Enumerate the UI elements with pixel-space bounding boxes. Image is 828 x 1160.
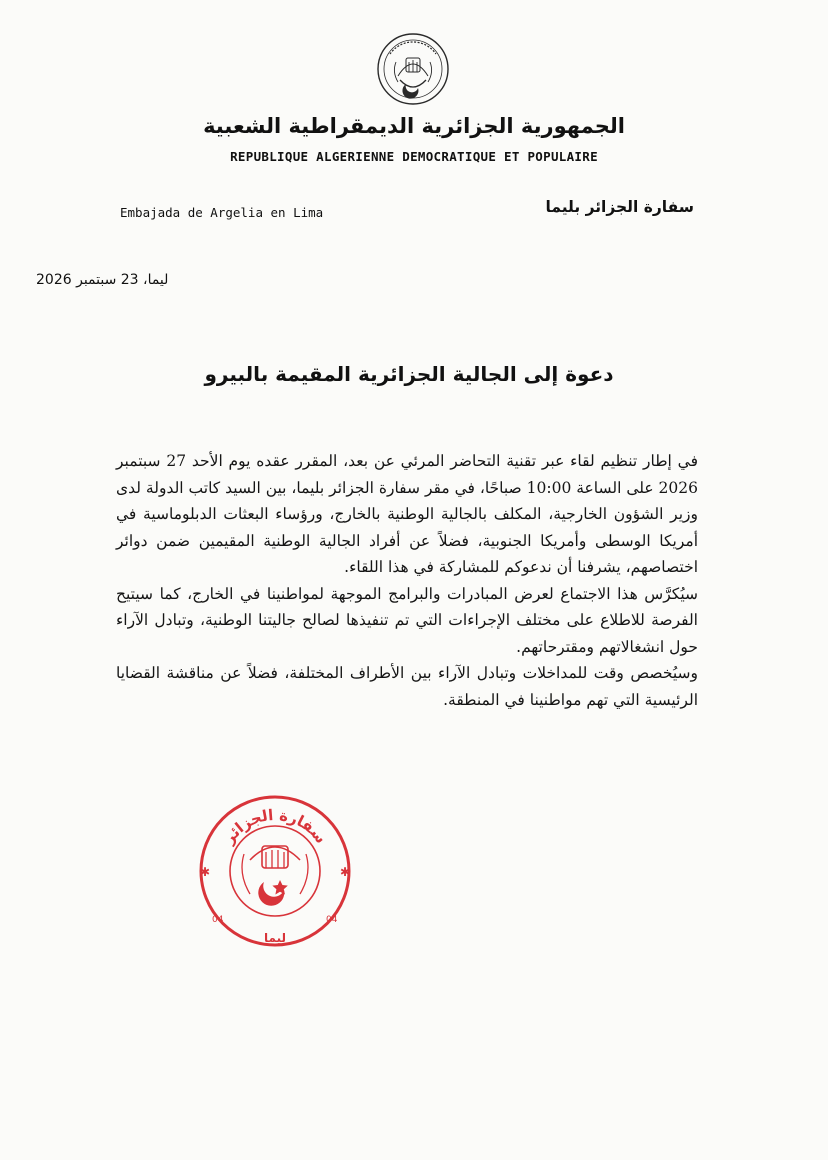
body-paragraph: في إطار تنظيم لقاء عبر تقنية التحاضر المرئي عن بعد، المقرر عقده يوم الأحد 27 سبتمبر 2026 على الساعة 10:00 صباحًا، في مقر سفارة الجزائر بليما، بين السيد كاتب الدولة لدى وزير الشؤون الخارجية، المكلف بالجالية الوطنية بالخارج، ورؤساء البعثات الدبلوماسية في أمريكا الوسطى وأمريكا الجنوبية، فضلاً عن أفراد الجالية الوطنية المقيمين ضمن دوائر اختصاصهم، يشرفنا أن ندعوكم للمشاركة في هذا اللقاء. — [116, 452, 698, 576]
body-paragraph: سيُكرَّس هذا الاجتماع لعرض المبادرات والبرامج الموجهة لمواطنينا في الخارج، كما سيتيح الفرصة للاطلاع على مختلف الإجراءات التي تم تنفيذها لصالح جاليتنا الوطنية، وتبادل الآراء حول انشغالاتهم ومقترحاتهم. — [116, 584, 698, 656]
national-emblem-icon — [376, 32, 450, 106]
republic-name-french: REPUBLIQUE ALGERIENNE DEMOCRATIQUE ET POPULAIRE — [230, 149, 598, 164]
embassy-name-spanish: Embajada de Argelia en Lima — [120, 205, 324, 220]
embassy-stamp — [194, 790, 356, 952]
stamp-text-top: سفارة الجزائر — [219, 805, 331, 848]
stamp-number-left: 04 — [212, 915, 224, 925]
date-line: ليما، 23 سبتمبر 2026 — [36, 272, 169, 288]
stamp-emblem-icon — [242, 846, 308, 906]
embassy-name-arabic: سفارة الجزائر بليما — [545, 198, 694, 216]
republic-name-arabic: الجمهورية الجزائرية الديمقراطية الشعبية — [203, 114, 625, 138]
svg-text:✱: ✱ — [200, 865, 211, 879]
letter-subject: دعوة إلى الجالية الجزائرية المقيمة بالبيرو — [204, 362, 614, 386]
stamp-text-bottom: ليما — [264, 931, 286, 945]
svg-text:سفارة الجزائر — [219, 806, 330, 848]
stamp-number-right: 04 — [326, 915, 338, 925]
letter-body — [116, 448, 698, 713]
body-paragraph: وسيُخصص وقت للمداخلات وتبادل الآراء بين الأطراف المختلفة، فضلاً عن مناقشة القضايا الرئيسية التي تهم مواطنينا في المنطقة. — [116, 664, 698, 709]
svg-text:✱: ✱ — [340, 865, 351, 879]
